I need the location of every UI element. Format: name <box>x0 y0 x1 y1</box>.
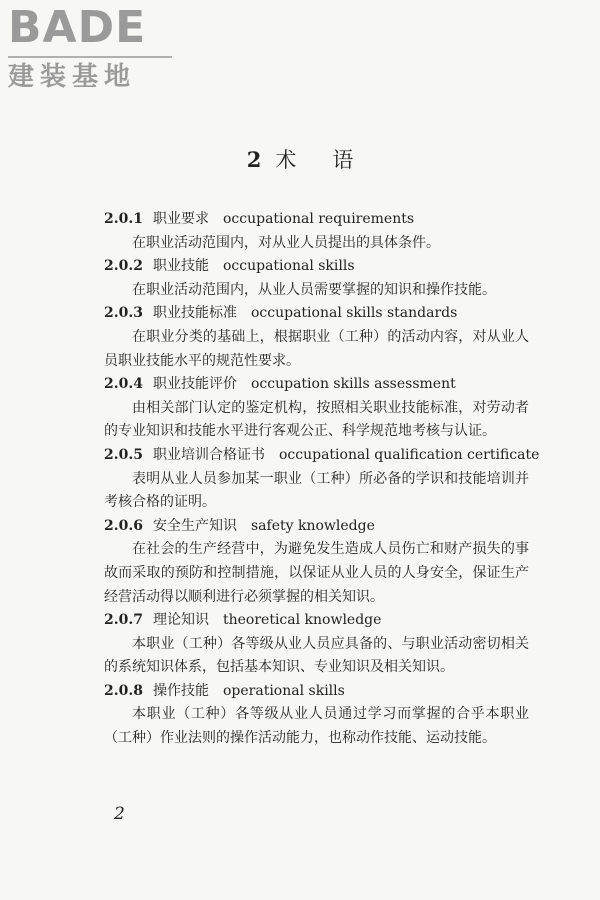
term-entry <box>104 515 529 609</box>
term-definition: 本职业（工种）各等级从业人员通过学习而掌握的合乎本职业（工种）作业法则的操作活动能力，也称动作技能、运动技能。 <box>104 706 529 747</box>
term-number: 2.0.5 <box>104 446 143 463</box>
logo-divider <box>8 56 172 58</box>
term-number: 2.0.6 <box>104 517 143 534</box>
term-number: 2.0.3 <box>104 305 143 322</box>
term-chinese: 安全生产知识 <box>152 517 237 534</box>
term-heading <box>104 680 529 704</box>
term-definition: 本职业（工种）各等级从业人员应具备的、与职业活动密切相关的系统知识体系，包括基本知识、专业知识及相关知识。 <box>104 635 529 676</box>
terms-list <box>104 208 540 751</box>
term-heading <box>104 609 529 633</box>
term-entry <box>104 255 529 302</box>
term-english: occupational skills standards <box>250 305 458 322</box>
term-entry <box>104 444 540 515</box>
term-entry <box>104 208 529 255</box>
logo <box>8 2 178 92</box>
page-number: 2 <box>114 804 125 824</box>
term-english: occupational skills <box>222 258 355 275</box>
term-heading <box>104 208 529 232</box>
term-number: 2.0.2 <box>104 258 143 275</box>
term-heading <box>104 444 540 468</box>
term-number: 2.0.1 <box>104 211 143 227</box>
term-definition: 在职业活动范围内，对从业人员提出的具体条件。 <box>132 234 440 251</box>
term-number: 2.0.4 <box>104 376 143 393</box>
term-entry <box>104 373 529 444</box>
term-definition: 在社会的生产经营中，为避免发生造成人员伤亡和财产损失的事故而采取的预防和控制措施，以保证从业人员的人身安全，保证生产经营活动得以顺利进行必须掌握的相关知识。 <box>104 541 529 605</box>
term-chinese: 职业培训合格证书 <box>152 446 265 463</box>
term-heading <box>104 515 529 539</box>
term-english: occupational qualification certificate <box>278 446 540 463</box>
term-definition: 表明从业人员参加某一职业（工种）所必备的学识和技能培训并考核合格的证明。 <box>104 470 529 511</box>
term-english: operational skills <box>222 682 345 699</box>
logo-wordmark: BADE <box>8 2 147 53</box>
term-chinese: 职业要求 <box>152 211 209 227</box>
chapter-number: 2 <box>246 147 262 172</box>
term-heading <box>104 255 529 279</box>
chapter-title-part1: 术 <box>275 148 297 172</box>
term-chinese: 操作技能 <box>152 682 209 699</box>
term-definition: 在职业分类的基础上，根据职业（工种）的活动内容，对从业人员职业技能水平的规范性要求。 <box>104 328 529 369</box>
term-english: occupation skills assessment <box>250 376 456 393</box>
term-entry <box>104 302 529 373</box>
chapter-title-part2: 语 <box>332 148 354 172</box>
term-english: safety knowledge <box>250 517 375 534</box>
chapter-title <box>0 146 600 174</box>
term-number: 2.0.8 <box>104 682 143 699</box>
term-chinese: 职业技能标准 <box>152 305 237 322</box>
term-chinese: 职业技能 <box>152 258 209 275</box>
logo-chinese-text: 建装基地 <box>8 62 137 92</box>
term-heading <box>104 373 529 397</box>
term-entry <box>104 680 529 751</box>
term-heading <box>104 302 529 326</box>
term-chinese: 理论知识 <box>152 612 209 629</box>
term-definition: 在职业活动范围内，从业人员需要掌握的知识和操作技能。 <box>132 281 496 298</box>
term-entry <box>104 609 529 680</box>
term-english: occupational requirements <box>222 211 415 227</box>
term-english: theoretical knowledge <box>222 612 382 629</box>
term-chinese: 职业技能评价 <box>152 376 237 393</box>
term-definition: 由相关部门认定的鉴定机构，按照相关职业技能标准，对劳动者的专业知识和技能水平进行客观公正、科学规范地考核与认证。 <box>104 399 529 440</box>
term-number: 2.0.7 <box>104 612 143 629</box>
